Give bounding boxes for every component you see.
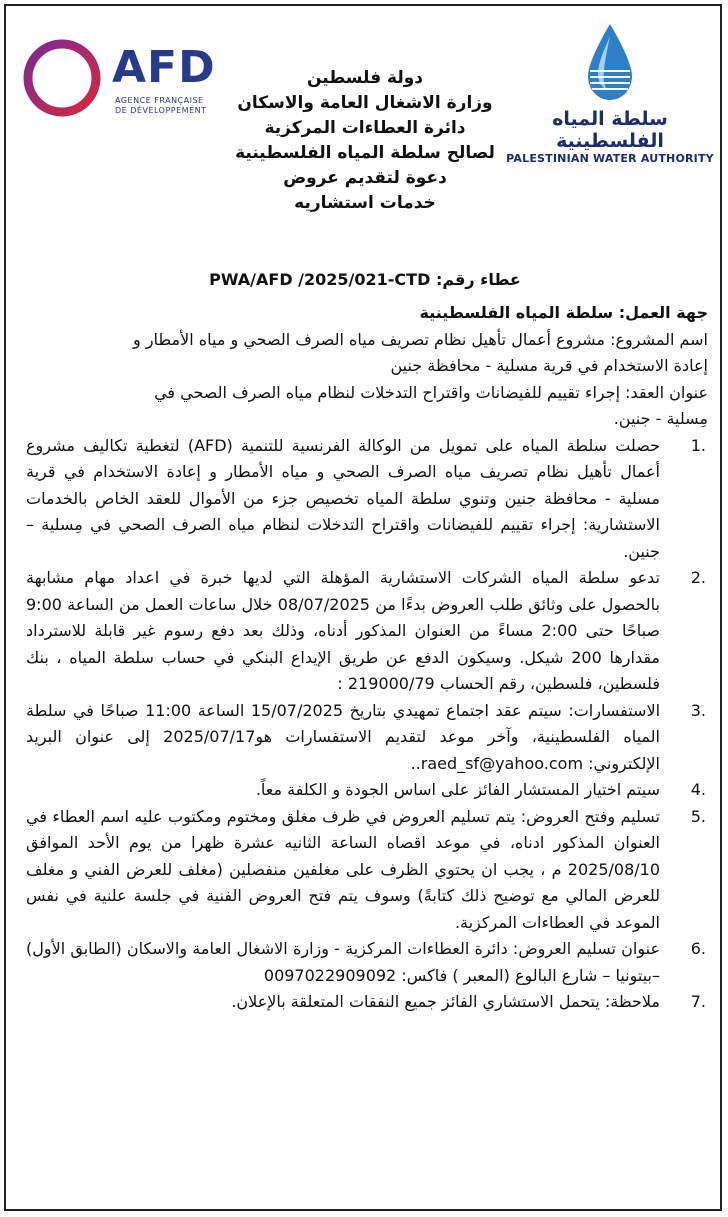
afd-logo (20, 34, 220, 124)
clause-item (18, 698, 708, 778)
clause-number: .6 (690, 939, 706, 958)
water-drop-icon (580, 22, 640, 104)
clause-item (18, 433, 708, 566)
clause-number: .3 (690, 700, 706, 720)
clause-text: حصلت سلطة المياه على تمويل من الوكالة الفرنسية للتنمية (AFD) لتغطية تكاليف مشروع أعمال تأهيل نظام تصريف مياه الصرف الصحي و مياه الأمطار و إعادة الاستخدام في قرية مسلية - محافظة جنين وتنوي سلطة المياه تخصيص جزء من الأموال للعقد الخاص بالخدمات الاستشارية: إجراء تقييم للفيضانات واقتراح التدخلات لنظام مياه الصرف الصحي في مِسلية – جنين. (26, 435, 660, 561)
clause-text: تسليم وفتح العروض: يتم تسليم العروض في ظرف مغلق ومختوم ومكتوب عليه اسم العطاء في العنوان المذكور ادناه، في موعد اقصاه الساعة الثانيه عشرة ظهرا من يوم الأحد الموافق 2025/08/10 م ، يجب ان يحتوي الظرف على مغلفين منفصلين (مغلف للعرض الفني و مغلف للعرض المالي مع توضيح ذلك كتابةً) وسوف يتم فتح العروض الفنية في جلسة علنية في نفس الموعد في العطاءات المركزية. (26, 806, 660, 932)
header-line: وزارة الاشغال العامة والاسكان (237, 93, 493, 113)
pwa-english-name: PALESTINIAN WATER AUTHORITY (506, 152, 714, 165)
project-line-2: إعادة الاستخدام في قرية مسلية - محافظة جنين (390, 356, 708, 375)
contract-line-1: عنوان العقد: إجراء تقييم للفيضانات واقتراح التدخلات لنظام مياه الصرف الصحي في (154, 382, 708, 402)
pwa-logo (505, 22, 715, 165)
clauses-list (18, 433, 708, 1016)
clause-item (18, 565, 708, 698)
employer-line: جهة العمل: سلطة المياه الفلسطينية (419, 303, 708, 322)
clause-text: تدعو سلطة المياه الشركات الاستشارية المؤهلة التي لديها خبرة في اعداد مهام مشابهة بالحصول على وثائق طلب العروض بدءًا من 08/07/2025 خلال ساعات العمل من الساعة 9:00 صباحًا حتى 2:00 مساءً من العنوان المذكور أدناه، وذلك بعد دفع رسوم غير قابلة للاسترداد مقدارها 200 شيكل. وسيكون الدفع عن طريق الإيداع البنكي في حساب سلطة المياه ، بنك فلسطين، فلسطين، رقم الحساب 219000/79 : (26, 568, 661, 693)
contract-line-2: مِسلية - جنين. (613, 409, 708, 428)
header-line: دولة فلسطين (306, 68, 424, 88)
afd-subtitle: AGENCE FRANÇAISE DE DÉVELOPPEMENT (115, 96, 207, 115)
clause-text: عنوان تسليم العروض: دائرة العطاءات المركزية - وزارة الاشغال العامة والاسكان (الطابق الأول) –بيتونيا – شارع البالوع (المعبر ) فاكس: 0097022909092 (26, 939, 660, 985)
notice-header (220, 66, 510, 216)
clause-item (18, 989, 708, 1016)
clause-item (18, 936, 708, 989)
clause-number: .2 (690, 568, 706, 587)
project-line-1: اسم المشروع: مشروع أعمال تأهيل نظام تصريف مياه الصرف الصحي و مياه الأمطار و (133, 329, 708, 349)
clause-number: .1 (690, 435, 706, 455)
clause-number: .5 (690, 806, 706, 826)
header-line: دائرة العطاءات المركزية (264, 118, 466, 138)
clause-number: .4 (690, 780, 706, 799)
clause-text: ملاحظة: يتحمل الاستشاري الفائز جميع النفقات المتعلقة بالإعلان. (231, 992, 660, 1011)
clause-number: .7 (690, 992, 706, 1011)
header-line: لصالح سلطة المياه الفلسطينية (235, 143, 495, 163)
notice-body (18, 300, 708, 1016)
clause-text: سيتم اختيار المستشار الفائز على اساس الجودة و الكلفة معاً. (255, 780, 660, 799)
afd-wordmark: AFD (112, 42, 216, 93)
pwa-arabic-name: سلطة المياه الفلسطينية (552, 108, 668, 152)
tender-number: عطاء رقم: PWA/AFD /2025/021-CTD (209, 270, 521, 289)
clause-item (18, 777, 708, 804)
afd-ring-icon (20, 36, 104, 120)
header-line: دعوة لتقديم عروض (283, 168, 447, 188)
clause-text: الاستفسارات: سيتم عقد اجتماع تمهيدي بتاريخ 15/07/2025 الساعة 11:00 صباحًا في سلطة المياه الفلسطينية، وآخر موعد لتقديم الاستفسارات هو2025/07/17 إلى عنوان البريد الإلكتروني: raed_sf@yahoo.com.. (26, 700, 661, 773)
header-line: خدمات استشاريه (294, 193, 436, 213)
clause-item (18, 804, 708, 937)
